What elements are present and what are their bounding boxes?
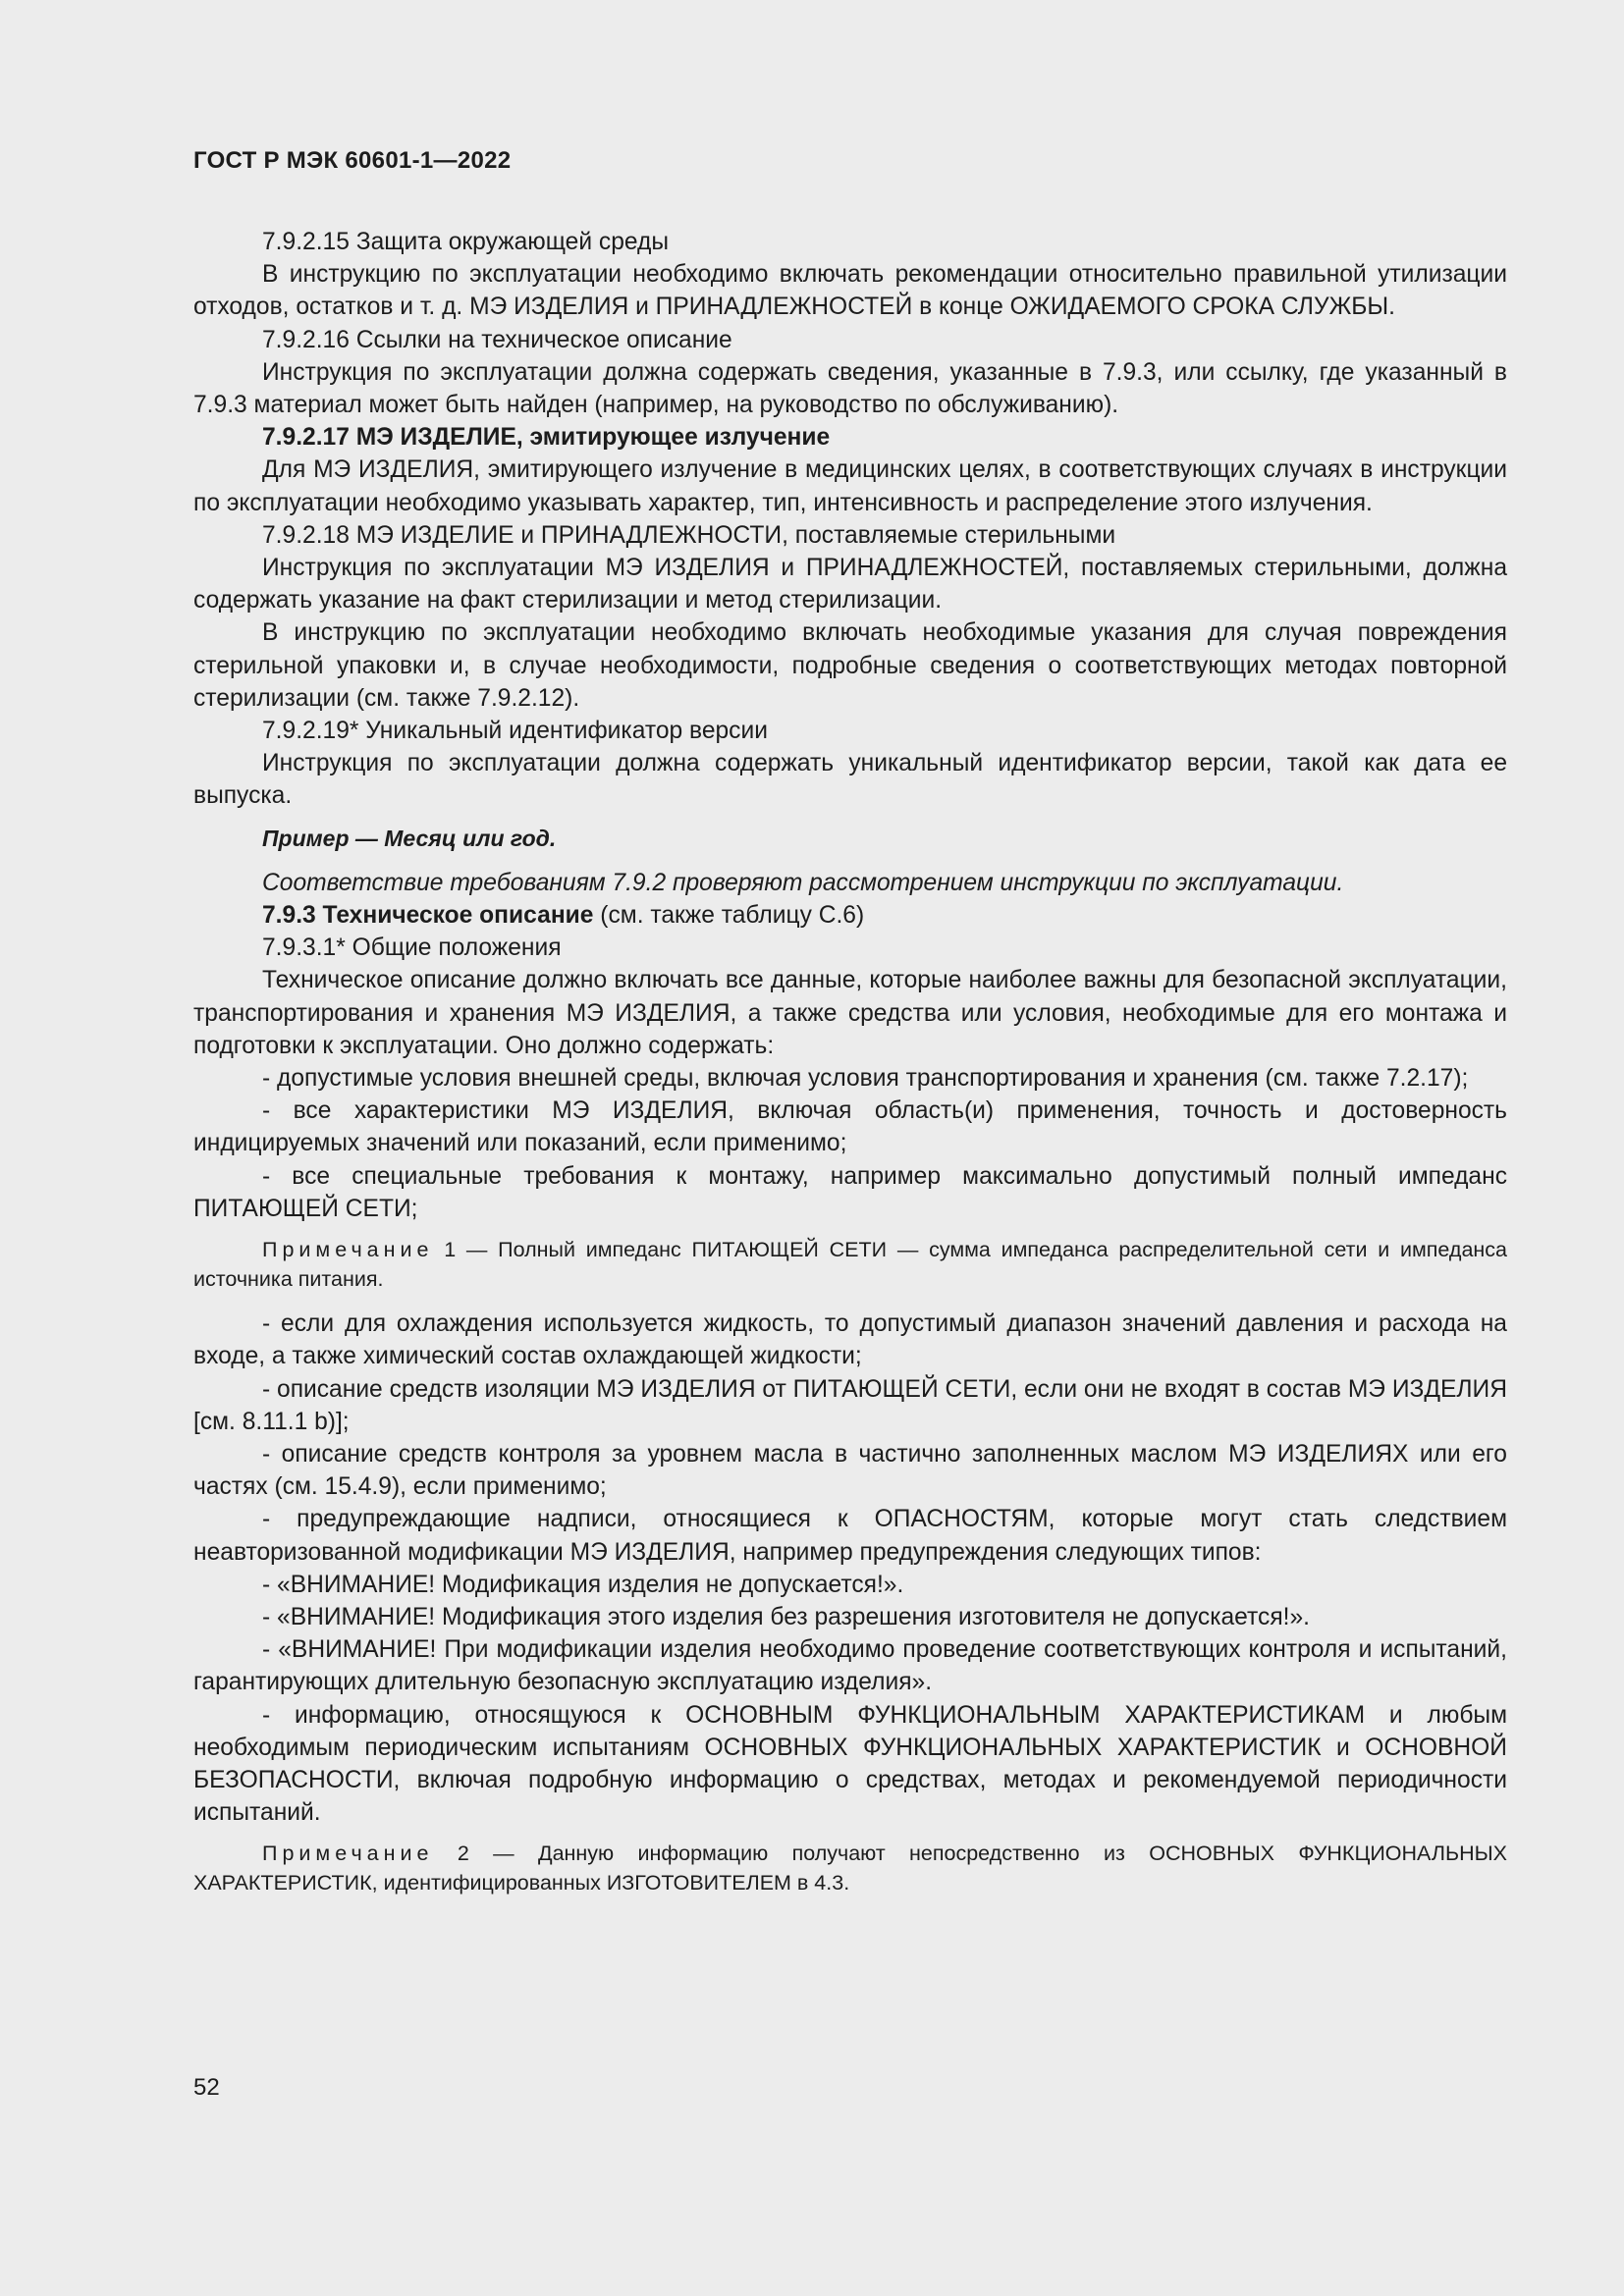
clause-7-9-3-title-ref: (см. также таблицу С.6) bbox=[593, 902, 865, 930]
clause-7-9-2-17-title: 7.9.2.17 МЭ ИЗДЕЛИЕ, эмитирующее излучение bbox=[262, 424, 831, 452]
note-label: Примечание bbox=[262, 1238, 434, 1262]
list-item: - «ВНИМАНИЕ! Модификация этого изделия без разрешения изготовителя не допускается!». bbox=[262, 1603, 1310, 1630]
note-text: 2 — Данную информацию получают непосредственно из ОСНОВНЫХ ФУНКЦИОНАЛЬНЫХ ХАРАКТЕРИСТИК, идентифицированных ИЗГОТОВИТЕЛЕМ в 4.3. bbox=[193, 1842, 1507, 1896]
standard-header: ГОСТ Р МЭК 60601-1—2022 bbox=[193, 147, 512, 174]
note-text: 1 — Полный импеданс ПИТАЮЩЕЙ СЕТИ — сумма импеданса распределительной сети и импеданса источника питания. bbox=[193, 1238, 1507, 1292]
page-body bbox=[193, 226, 1507, 1911]
paragraph: Техническое описание должно включать все данные, которые наиболее важны для безопасной эксплуатации, транспортирования и хранения МЭ ИЗДЕЛИЯ, а также средства или условия, необходимые для его монтажа и подготовки к эксплуатации. Оно должно содержать: bbox=[193, 967, 1507, 1059]
example: Пример — Месяц или год. bbox=[262, 825, 557, 851]
paragraph: В инструкцию по эксплуатации необходимо включать рекомендации относительно правильной утилизации отходов, остатков и т. д. МЭ ИЗДЕЛИЯ и ПРИНАДЛЕЖНОСТЕЙ в конце ОЖИДАЕМОГО СРОКА СЛУЖБЫ. bbox=[193, 261, 1507, 321]
note-label: Примечание bbox=[262, 1842, 434, 1866]
compliance-statement: Соответствие требованиям 7.9.2 проверяют рассмотрением инструкции по эксплуатации. bbox=[262, 869, 1344, 896]
paragraph: Инструкция по эксплуатации МЭ ИЗДЕЛИЯ и ПРИНАДЛЕЖНОСТЕЙ, поставляемых стерильными, должна содержать указание на факт стерилизации и метод стерилизации. bbox=[193, 555, 1507, 614]
note-1 bbox=[193, 1235, 1507, 1294]
page-number: 52 bbox=[193, 2074, 220, 2101]
list-item: - «ВНИМАНИЕ! При модификации изделия необходимо проведение соответствующих контроля и испытаний, гарантирующих длительную безопасную эксплуатацию изделия». bbox=[193, 1636, 1507, 1696]
list-item: - если для охлаждения используется жидкость, то допустимый диапазон значений давления и расхода на входе, а также химический состав охлаждающей жидкости; bbox=[193, 1310, 1507, 1370]
list-item: - все характеристики МЭ ИЗДЕЛИЯ, включая область(и) применения, точность и достоверность индицируемых значений или показаний, если применимо; bbox=[193, 1097, 1507, 1157]
clause-7-9-2-19-title: 7.9.2.19* Уникальный идентификатор версии bbox=[262, 718, 768, 745]
list-item: - информацию, относящуюся к ОСНОВНЫМ ФУНКЦИОНАЛЬНЫМ ХАРАКТЕРИСТИКАМ и любым необходимым периодическим испытаниям ОСНОВНЫХ ФУНКЦИОНАЛЬНЫХ ХАРАКТЕРИСТИК и ОСНОВНОЙ БЕЗОПАСНОСТИ, включая подробную информацию о средствах, методах и рекомендуемой периодичности испытаний. bbox=[193, 1701, 1507, 1827]
clause-7-9-3-title-bold: 7.9.3 Техническое описание bbox=[262, 902, 594, 930]
clause-7-9-3-1-title: 7.9.3.1* Общие положения bbox=[262, 934, 562, 962]
clause-7-9-2-16-title: 7.9.2.16 Ссылки на техническое описание bbox=[262, 326, 732, 353]
paragraph: Для МЭ ИЗДЕЛИЯ, эмитирующего излучение в медицинских целях, в соответствующих случаях в инструкции по эксплуатации необходимо указывать характер, тип, интенсивность и распределение этого излучения. bbox=[193, 456, 1507, 516]
clause-7-9-2-18-title: 7.9.2.18 МЭ ИЗДЕЛИЕ и ПРИНАДЛЕЖНОСТИ, поставляемые стерильными bbox=[262, 521, 1116, 549]
note-2 bbox=[193, 1839, 1507, 1897]
list-item: - предупреждающие надписи, относящиеся к ОПАСНОСТЯМ, которые могут стать следствием неавторизованной модификации МЭ ИЗДЕЛИЯ, например предупреждения следующих типов: bbox=[193, 1506, 1507, 1566]
paragraph: В инструкцию по эксплуатации необходимо включать необходимые указания для случая повреждения стерильной упаковки и, в случае необходимости, подробные сведения о соответствующих методах повторной стерилизации (см. также 7.9.2.12). bbox=[193, 619, 1507, 712]
clause-7-9-2-15-title: 7.9.2.15 Защита окружающей среды bbox=[262, 229, 670, 255]
paragraph: Инструкция по эксплуатации должна содержать уникальный идентификатор версии, такой как дата ее выпуска. bbox=[193, 750, 1507, 810]
list-item: - все специальные требования к монтажу, например максимально допустимый полный импеданс ПИТАЮЩЕЙ СЕТИ; bbox=[193, 1162, 1507, 1222]
list-item: - «ВНИМАНИЕ! Модификация изделия не допускается!». bbox=[262, 1571, 904, 1598]
list-item: - описание средств контроля за уровнем масла в частично заполненных маслом МЭ ИЗДЕЛИЯХ или его частях (см. 15.4.9), если применимо; bbox=[193, 1440, 1507, 1501]
list-item: - допустимые условия внешней среды, включая условия транспортирования и хранения (см. также 7.2.17); bbox=[262, 1065, 1469, 1093]
paragraph: Инструкция по эксплуатации должна содержать сведения, указанные в 7.9.3, или ссылку, где указанный в 7.9.3 материал может быть найден (например, на руководство по обслуживанию). bbox=[193, 358, 1507, 419]
list-item: - описание средств изоляции МЭ ИЗДЕЛИЯ от ПИТАЮЩЕЙ СЕТИ, если они не входят в состав МЭ ИЗДЕЛИЯ [см. 8.11.1 b)]; bbox=[193, 1375, 1507, 1435]
clause-7-9-3-title bbox=[193, 899, 1507, 932]
